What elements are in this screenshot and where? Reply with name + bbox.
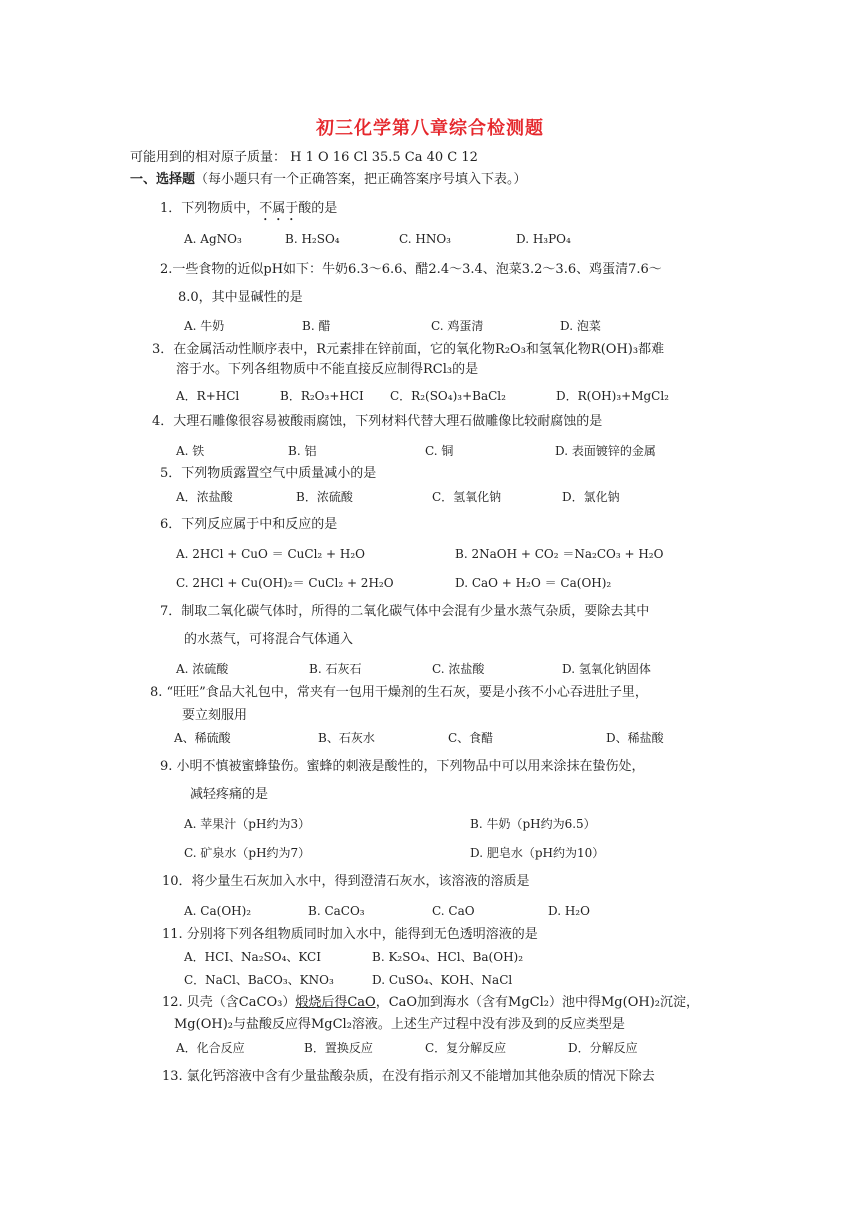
question-13-line-1: 13. 氯化钙溶液中含有少量盐酸杂质，在没有指示剂又不能增加其他杂质的情况下除去 <box>162 1069 655 1084</box>
q7-option-d: D. 氢氧化钠固体 <box>562 662 651 676</box>
question-12-line-2: Mg(OH)₂与盐酸反应得MgCl₂溶液。上述生产过程中没有涉及到的反应类型是 <box>174 1017 625 1032</box>
section-heading-label: 一、选择题 <box>130 172 196 187</box>
q6-option-c: C. 2HCl + Cu(OH)₂＝ CuCl₂ + 2H₂O <box>176 576 394 590</box>
q6-option-b: B. 2NaOH + CO₂ ＝Na₂CO₃ + H₂O <box>455 547 664 561</box>
section-heading <box>130 172 527 188</box>
q5-option-a: A．浓盐酸 <box>176 490 233 504</box>
question-4-line-1: 4．大理石雕像很容易被酸雨腐蚀，下列材料代替大理石做雕像比较耐腐蚀的是 <box>152 414 603 429</box>
question-9-line-2: 减轻疼痛的是 <box>190 787 269 802</box>
question-12-line-1 <box>162 995 699 1011</box>
q7-option-b: B. 石灰石 <box>309 662 362 676</box>
q2-option-b: B. 醋 <box>302 319 331 333</box>
q3-option-d: D．R(OH)₃+MgCl₂ <box>556 389 669 403</box>
q10-option-a: A. Ca(OH)₂ <box>184 904 252 918</box>
q1-option-b: B. H₂SO₄ <box>285 232 340 246</box>
question-5-line-1: 5．下列物质露置空气中质量减小的是 <box>160 466 377 481</box>
atomic-masses-line: 可能用到的相对原子质量： H 1 O 16 Cl 35.5 Ca 40 C 12 <box>130 150 478 165</box>
question-12-post: ，CaO加到海水（含有MgCl₂）池中得Mg(OH)₂沉淀， <box>375 995 699 1010</box>
q1-option-c: C. HNO₃ <box>399 232 451 246</box>
question-1-post: 酸的是 <box>298 201 338 216</box>
question-6-line-1: 6．下列反应属于中和反应的是 <box>160 517 338 532</box>
q9-option-b: B. 牛奶（pH约为6.5） <box>470 817 596 831</box>
q10-option-d: D. H₂O <box>548 904 590 918</box>
q11-option-d: D. CuSO₄、KOH、NaCl <box>372 973 513 987</box>
q3-option-a: A．R+HCl <box>176 389 240 403</box>
q3-option-c: C．R₂(SO₄)₃+BaCl₂ <box>390 389 506 403</box>
page-title: 初三化学第八章综合检测题 <box>316 118 544 139</box>
question-7-line-1: 7．制取二氧化碳气体时，所得的二氧化碳气体中会混有少量水蒸气杂质，要除去其中 <box>160 604 650 619</box>
q6-option-d: D. CaO + H₂O ＝ Ca(OH)₂ <box>455 576 612 590</box>
q9-option-c: C. 矿泉水（pH约为7） <box>184 846 311 860</box>
q4-option-c: C. 铜 <box>425 444 454 458</box>
question-11-line-1: 11. 分别将下列各组物质同时加入水中，能得到无色透明溶液的是 <box>162 927 538 942</box>
q5-option-b: B．浓硫酸 <box>296 490 353 504</box>
question-12-pre: 12. 贝壳（含CaCO₃） <box>162 995 296 1010</box>
question-9-line-1: 9. 小明不慎被蜜蜂蛰伤。蜜蜂的刺液是酸性的，下列物品中可以用来涂抹在蛰伤处， <box>160 759 645 774</box>
q8-option-a: A、稀硫酸 <box>174 731 231 745</box>
q1-option-d: D. H₃PO₄ <box>516 232 571 246</box>
q11-option-c: C．NaCl、BaCO₃、KNO₃ <box>184 973 334 987</box>
question-10-line-1: 10．将少量生石灰加入水中，得到澄清石灰水，该溶液的溶质是 <box>162 874 530 889</box>
question-2-line-2: 8.0，其中显碱性的是 <box>178 290 303 305</box>
q7-option-a: A. 浓硫酸 <box>176 662 229 676</box>
question-2-line-1: 2.一些食物的近似pH如下：牛奶6.3～6.6、醋2.4～3.4、泡菜3.2～3.6、鸡蛋清7.6～ <box>160 262 662 277</box>
q11-option-b: B. K₂SO₄、HCl、Ba(OH)₂ <box>372 950 524 964</box>
q6-option-a: A. 2HCl + CuO ＝ CuCl₂ + H₂O <box>176 547 366 561</box>
question-1 <box>160 201 337 224</box>
q7-option-c: C. 浓盐酸 <box>432 662 485 676</box>
q12-option-d: D．分解反应 <box>568 1041 638 1055</box>
question-3-line-1: 3．在金属活动性顺序表中，R元素排在锌前面，它的氧化物R₂O₃和氢氧化物R(OH)₃都难 <box>152 342 665 357</box>
question-7-line-2: 的水蒸气，可将混合气体通入 <box>184 632 354 647</box>
question-12-underlined: 煅烧后得CaO <box>295 995 376 1010</box>
q10-option-b: B. CaCO₃ <box>308 904 365 918</box>
q5-option-d: D．氯化钠 <box>562 490 620 504</box>
q9-option-a: A. 苹果汁（pH约为3） <box>184 817 311 831</box>
q8-option-c: C、食醋 <box>448 731 494 745</box>
q4-option-d: D. 表面镀锌的金属 <box>555 444 656 458</box>
q2-option-d: D. 泡菜 <box>560 319 601 333</box>
q1-option-a: A. AgNO₃ <box>184 232 242 246</box>
question-1-emphasis: 不属于 <box>259 201 299 216</box>
question-3-line-2: 溶于水。下列各组物质中不能直接反应制得RCl₃的是 <box>176 362 479 377</box>
question-1-pre: 1．下列物质中， <box>160 201 260 216</box>
q5-option-c: C．氢氧化钠 <box>432 490 502 504</box>
q8-option-d: D、稀盐酸 <box>606 731 664 745</box>
q12-option-b: B．置换反应 <box>304 1041 373 1055</box>
question-8-line-1: 8. “旺旺”食品大礼包中，常夹有一包用干燥剂的生石灰，要是小孩不小心吞进肚子里， <box>150 685 648 700</box>
q8-option-b: B、石灰水 <box>318 731 375 745</box>
q9-option-d: D. 肥皂水（pH约为10） <box>470 846 605 860</box>
q12-option-a: A．化合反应 <box>176 1041 245 1055</box>
q4-option-b: B. 铝 <box>288 444 317 458</box>
q2-option-a: A. 牛奶 <box>184 319 225 333</box>
q12-option-c: C．复分解反应 <box>425 1041 507 1055</box>
question-8-line-2: 要立刻服用 <box>182 708 248 723</box>
q11-option-a: A．HCI、Na₂SO₄、KCI <box>184 950 321 964</box>
q3-option-b: B．R₂O₃+HCI <box>280 389 364 403</box>
q4-option-a: A. 铁 <box>176 444 205 458</box>
section-heading-note: （每小题只有一个正确答案，把正确答案序号填入下表。） <box>195 172 527 187</box>
q10-option-c: C. CaO <box>432 904 475 918</box>
q2-option-c: C. 鸡蛋清 <box>431 319 484 333</box>
